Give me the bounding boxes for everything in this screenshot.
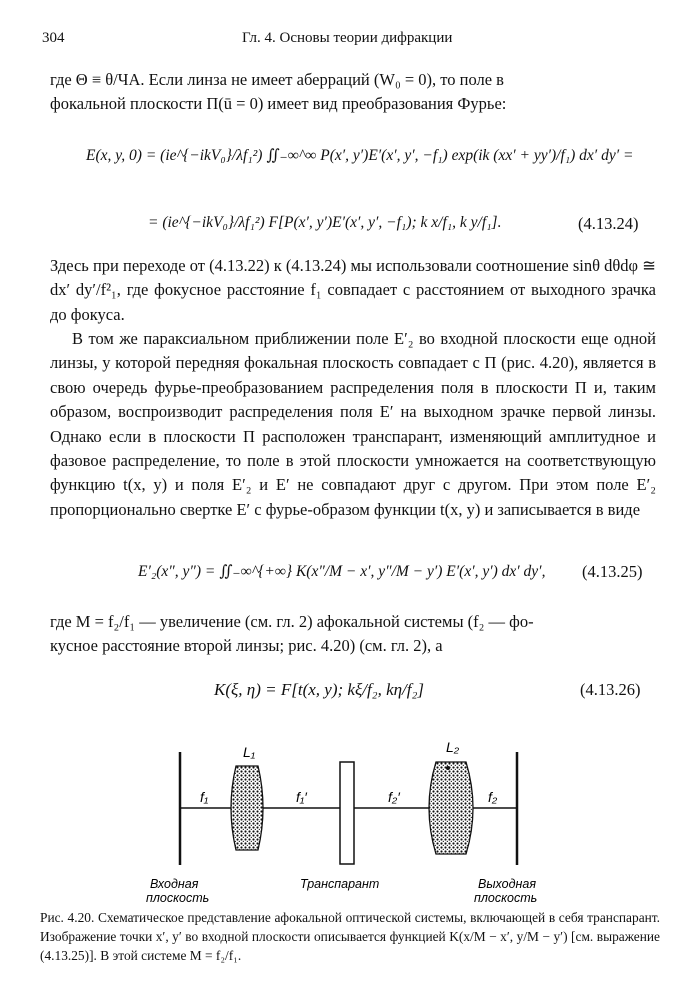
equation-number-4-13-25: (4.13.25)	[582, 562, 643, 581]
equation-4-13-25: E′₂(x″, y″) = ∬₋∞^{+∞} K(x″/M − x′, y″/M − y′) E′(x′, y′) dx′ dy′,	[138, 563, 546, 580]
equation-number-4-13-26: (4.13.26)	[580, 680, 641, 699]
output-plane-label-2: плоскость	[474, 891, 538, 905]
intro-line-2: фокальной плоскости Π(ū = 0) имеет вид преобразования Фурье:	[50, 94, 507, 113]
lens-1-label: L₁	[243, 744, 256, 760]
paragraph-3-line-1: где M = f₂/f₁ — увеличение (см. гл. 2) афокальной системы (f₂ — фо-	[50, 612, 534, 631]
equation-4-13-26: K(ξ, η) = F[t(x, y); kξ/f₂, kη/f₂]	[214, 680, 425, 699]
output-plane-label-1: Выходная	[478, 877, 537, 891]
paragraph-1: Здесь при переходе от (4.13.22) к (4.13.24) мы использовали соотношение sinθ dθdφ ≅ dx′ dy′/f²₁, где фокусное расстояние f₁ совпадает с расстоянием от выходного зрачка до фокуса.	[50, 256, 657, 324]
page-number: 304	[42, 30, 65, 46]
equation-number-4-13-24: (4.13.24)	[578, 214, 639, 233]
input-plane-label-2: плоскость	[146, 891, 210, 905]
equation-4-13-24-line-2: = (ie^{−ikV₀}/λf₁²) F[P(x′, y′)E′(x′, y′, −f₁); k x/f₁, k y/f₁].	[148, 214, 502, 231]
lens-2	[429, 762, 473, 854]
afocal-system-diagram	[0, 730, 697, 910]
paragraph-2: В том же параксиальном приближении поле E′₂ во входной плоскости еще одной линзы, у которой передняя фокальная плоскость совпадает с Π (рис. 4.20), является в свою очередь фурье-преобразованием распределения поля в плоскости Π и, таким образом, воспроизводит распределения поля E′ на выходном зрачке первой линзы. Однако если в плоскости Π расположен транспарант, изменяющий амплитудное и фазовое распределение, то поле в этой плоскости умножается на соответствующую функцию t(x, y) и поля E′₂ и E′ не совпадают друг с другом. При этом поле E′₂ пропорционально свертке E′ с фурье-образом функции t(x, y) и записывается в виде	[50, 329, 656, 519]
figure-caption: Рис. 4.20. Схематическое представление афокальной оптической системы, включающей в себя транспарант. Изображение точки x′, y′ во входной плоскости описывается функцией K(x/M − x′, y/M − y′) [см. выражение (4.13.25)]. В этой системе M = f₂/f₁.	[40, 910, 660, 963]
lens-2-label: L₂	[446, 739, 460, 755]
paragraph-3-line-2: кусное расстояние второй линзы; рис. 4.20) (см. гл. 2), а	[50, 636, 443, 655]
lens-1	[231, 766, 263, 850]
lens-2-marker	[446, 766, 450, 770]
input-plane-label-1: Входная	[150, 877, 199, 891]
f2-label: f₂	[488, 789, 498, 805]
f1-label: f₁	[200, 789, 209, 805]
equation-4-13-24-line-1: E(x, y, 0) = (ie^{−ikV₀}/λf₁²) ∬₋∞^∞ P(x′, y′)E′(x′, y′, −f₁) exp(ik (xx′ + yy′)/f₁) dx′ dy′ =	[86, 147, 634, 164]
intro-line-1: где Θ ≡ θ/ЧА. Если линза не имеет аберраций (W₀ = 0), то поле в	[50, 70, 504, 89]
running-title: Гл. 4. Основы теории дифракции	[242, 30, 453, 46]
f1-prime-label: f₁′	[296, 789, 307, 805]
transparency-label: Транспарант	[300, 877, 380, 891]
transparency-plate	[340, 762, 354, 864]
f2-prime-label: f₂′	[388, 789, 400, 805]
